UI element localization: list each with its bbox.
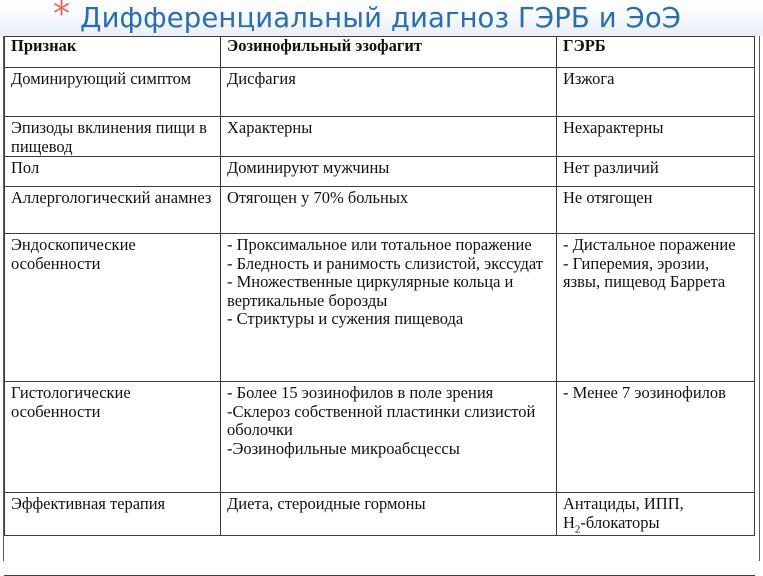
eoe-cell [221, 234, 557, 382]
cell-line: Изжога [563, 69, 615, 88]
feature-cell: Эффективная терапия [5, 493, 221, 536]
column-header-feature: Признак [5, 37, 221, 68]
cell-line: Диета, стероидные гормоны [227, 494, 426, 513]
column-header-eoe: Эозинофильный эзофагит [221, 37, 557, 68]
column-header-gerd: ГЭРБ [557, 37, 755, 68]
cell-line: Доминируют мужчины [227, 158, 390, 177]
table-row [5, 68, 755, 117]
cell-line: - Менее 7 эозинофилов [563, 383, 726, 402]
gerd-cell [557, 382, 755, 493]
cell-line: - Более 15 эозинофилов в поле зрения [227, 383, 494, 402]
cell-line: Нет различий [563, 158, 659, 177]
table-row [5, 187, 755, 234]
gerd-cell [557, 187, 755, 234]
feature-cell: Доминирующий симптом [5, 68, 221, 117]
cell-line: - Дистальное поражение [563, 235, 736, 254]
feature-cell: Пол [5, 157, 221, 187]
feature-cell: Аллергологический анамнез [5, 187, 221, 234]
h2-blockers-line: $H_2$-блокаторы [563, 512, 660, 535]
gerd-cell [557, 157, 755, 187]
table-row [5, 157, 755, 187]
cell-line: Антациды, ИПП, [563, 494, 684, 513]
table-row [5, 234, 755, 382]
table-header-row [5, 37, 755, 68]
table-row [5, 117, 755, 157]
comparison-table-frame [3, 36, 760, 561]
gerd-cell [557, 234, 755, 382]
cell-line: - Стриктуры и сужения пищевода [227, 309, 464, 328]
cell-line: Отягощен у 70% больных [227, 188, 409, 207]
slide-title-bar [0, 0, 763, 36]
cell-line: - Бледность и ранимость слизистой, экссудат [227, 253, 543, 273]
cell-line: -Эозинофильные микроабсцессы [227, 438, 460, 458]
feature-cell: Эндоскопические особенности [5, 234, 221, 382]
gerd-cell [557, 117, 755, 157]
cell-line: Характерны [227, 118, 313, 137]
eoe-cell [221, 117, 557, 157]
eoe-cell [221, 68, 557, 117]
feature-cell: Эпизоды вклинения пищи в пищевод [5, 117, 221, 157]
eoe-cell [221, 187, 557, 234]
eoe-cell [221, 493, 557, 536]
gerd-cell [557, 68, 755, 117]
table-row [5, 493, 755, 536]
cell-line: Нехарактерны [563, 118, 664, 137]
eoe-cell [221, 382, 557, 493]
table-row [5, 382, 755, 493]
gerd-cell [557, 493, 755, 536]
slide-title: Дифференциальный диагноз ГЭРБ и ЭоЭ [80, 2, 682, 34]
cell-line: - Гиперемия, эрозии, язвы, пищевод Баррета [563, 253, 726, 291]
cell-line: Дисфагия [227, 69, 296, 88]
feature-cell: Гистологические особенности [5, 382, 221, 493]
cell-line: - Проксимальное или тотальное поражение [227, 235, 532, 254]
cell-line: -Склероз собственной пластинки слизистой оболочки [227, 401, 536, 439]
cell-line: Не отягощен [563, 188, 653, 207]
comparison-table [4, 36, 755, 536]
cell-line: - Множественные циркулярные кольца и вертикальные борозды [227, 272, 514, 310]
eoe-cell [221, 157, 557, 187]
bullet-star-icon: * [53, 0, 70, 34]
subscript-digit: 2 [574, 522, 581, 535]
